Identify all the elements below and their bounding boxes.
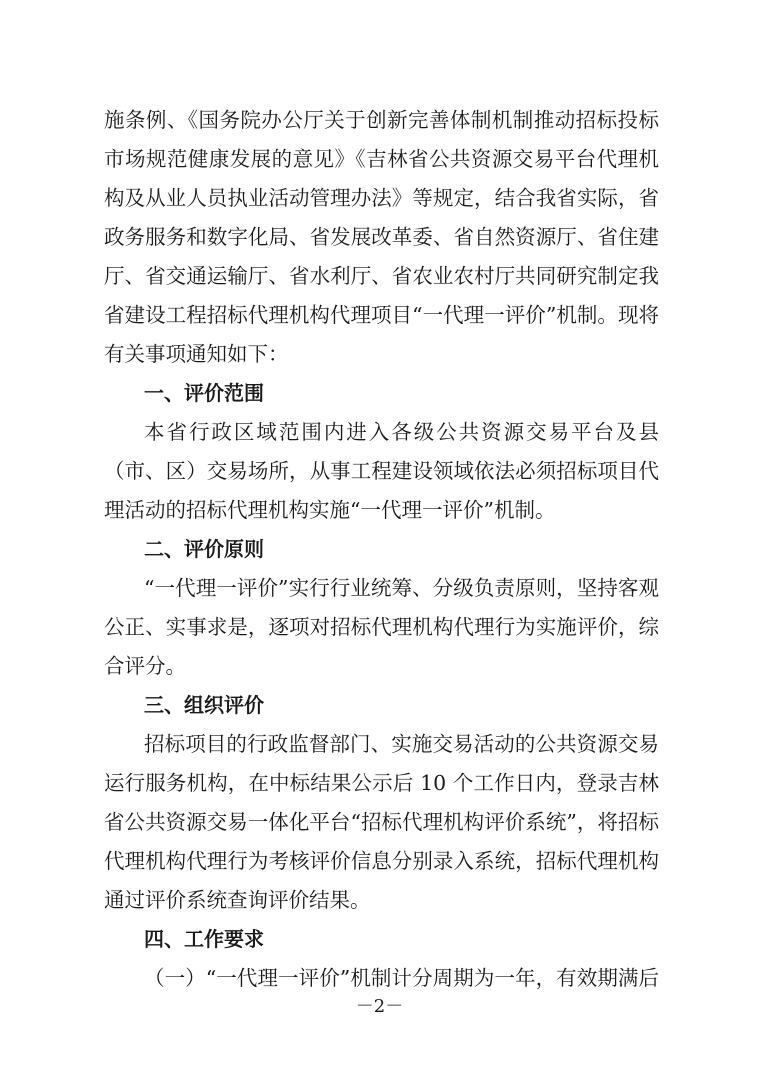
paragraph-line: 省建设工程招标代理机构代理项目“一代理一评价”机制。现将 (104, 303, 659, 327)
page-number: －2－ (355, 996, 404, 1017)
paragraph-line: 政务服务和数字化局、省发展改革委、省自然资源厅、省住建 (104, 225, 659, 249)
section-heading: 四、工作要求 (144, 927, 264, 951)
paragraph-line: 运行服务机构，在中标结果公示后 10 个工作日内，登录吉林 (104, 771, 659, 795)
paragraph-line: 本省行政区域范围内进入各级公共资源交易平台及县 (144, 420, 659, 444)
paragraph-line: （市、区）交易场所，从事工程建设领域依法必须招标项目代 (104, 459, 659, 483)
paragraph-line: 通过评价系统查询评价结果。 (104, 888, 371, 912)
paragraph-line: 代理机构代理行为考核评价信息分别录入系统，招标代理机构 (104, 849, 659, 873)
section-heading: 二、评价原则 (144, 537, 264, 561)
paragraph-line: “一代理一评价”实行行业统筹、分级负责原则，坚持客观 (144, 576, 659, 600)
section-heading: 一、评价范围 (144, 381, 264, 405)
paragraph-line: （一）“一代理一评价”机制计分周期为一年，有效期满后 (144, 966, 659, 990)
paragraph-line: 厅、省交通运输厅、省水利厅、省农业农村厅共同研究制定我 (104, 264, 659, 288)
section-heading: 三、组织评价 (144, 693, 264, 717)
paragraph-line: 公正、实事求是，逐项对招标代理机构代理行为实施评价，综 (104, 615, 659, 639)
paragraph-line: 招标项目的行政监督部门、实施交易活动的公共资源交易 (144, 732, 659, 756)
paragraph-line: 市场规范健康发展的意见》《吉林省公共资源交易平台代理机 (104, 147, 659, 171)
paragraph-line: 省公共资源交易一体化平台“招标代理机构评价系统”，将招标 (104, 810, 659, 834)
paragraph-line: 施条例、《国务院办公厅关于创新完善体制机制推动招标投标 (104, 108, 659, 132)
paragraph-line: 合评分。 (104, 654, 186, 678)
paragraph-line: 有关事项通知如下： (104, 342, 289, 366)
paragraph-line: 理活动的招标代理机构实施“一代理一评价”机制。 (104, 498, 556, 522)
paragraph-line: 构及从业人员执业活动管理办法》等规定，结合我省实际，省 (104, 186, 659, 210)
